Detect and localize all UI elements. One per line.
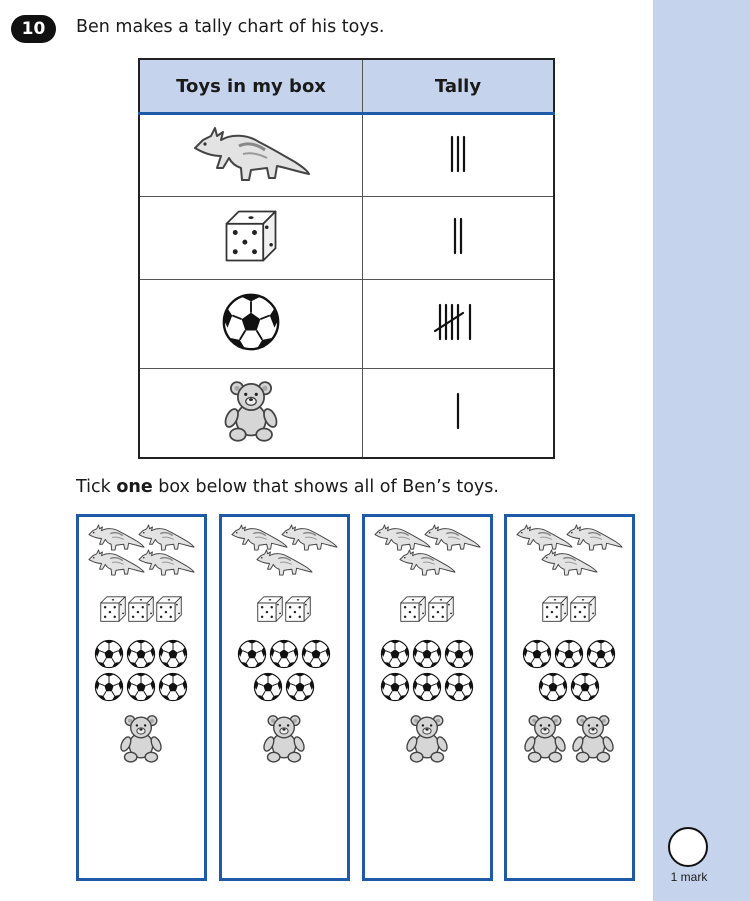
football-icon	[571, 673, 598, 700]
dice-icon	[401, 597, 426, 622]
table-row	[139, 197, 554, 280]
dinosaur-icon	[139, 550, 194, 575]
dinosaur-icon	[542, 550, 597, 575]
mark-label: 1 mark	[670, 870, 708, 884]
football-icon	[95, 673, 122, 700]
football-icon	[127, 673, 154, 700]
table-row	[139, 114, 554, 197]
teddy-bear-icon	[405, 716, 449, 762]
dice-icon	[258, 597, 283, 622]
dinosaur-icon	[139, 114, 363, 197]
football-icon	[302, 640, 329, 667]
instruction-text: Tick one box below that shows all of Ben’s toys.	[76, 477, 499, 497]
football-icon	[445, 673, 472, 700]
question-text: Ben makes a tally chart of his toys.	[76, 17, 385, 37]
football-icon	[587, 640, 614, 667]
dice-icon	[129, 597, 154, 622]
dinosaur-icon	[232, 525, 287, 550]
question-number-badge: 10	[11, 15, 56, 43]
football-icon	[139, 280, 363, 369]
table-row	[139, 369, 554, 459]
dinosaur-icon	[375, 525, 430, 550]
column-header-tally: Tally	[363, 59, 555, 114]
football-icon	[523, 640, 550, 667]
dinosaur-icon	[400, 550, 455, 575]
dice-icon	[286, 597, 311, 622]
football-icon	[413, 673, 440, 700]
mark-circle[interactable]	[668, 827, 708, 867]
dinosaur-icon	[282, 525, 337, 550]
tally-cell	[363, 197, 555, 280]
teddy-bear-icon	[523, 716, 567, 762]
dice-icon	[139, 197, 363, 280]
dice-icon	[571, 597, 596, 622]
dinosaur-icon	[257, 550, 312, 575]
football-icon	[286, 673, 313, 700]
teddy-bear-icon	[262, 716, 306, 762]
instruction-emphasis: one	[116, 477, 153, 497]
dice-icon	[157, 597, 182, 622]
tally-cell	[363, 280, 555, 369]
football-icon	[539, 673, 566, 700]
answer-option-1[interactable]	[76, 514, 207, 881]
answer-option-4[interactable]	[504, 514, 635, 881]
answer-option-3[interactable]	[362, 514, 493, 881]
football-icon	[270, 640, 297, 667]
football-icon	[159, 640, 186, 667]
dinosaur-icon	[425, 525, 480, 550]
teddy-bear-icon	[119, 716, 163, 762]
tally-cell	[363, 369, 555, 459]
dinosaur-icon	[89, 525, 144, 550]
table-row	[139, 280, 554, 369]
dice-icon	[429, 597, 454, 622]
football-icon	[555, 640, 582, 667]
football-icon	[95, 640, 122, 667]
margin-strip	[653, 0, 750, 901]
teddy-bear-icon	[139, 369, 363, 459]
dinosaur-icon	[89, 550, 144, 575]
dinosaur-icon	[139, 525, 194, 550]
dice-icon	[101, 597, 126, 622]
football-icon	[159, 673, 186, 700]
football-icon	[238, 640, 265, 667]
dinosaur-icon	[567, 525, 622, 550]
column-header-toys: Toys in my box	[139, 59, 363, 114]
tally-chart	[138, 58, 555, 459]
football-icon	[127, 640, 154, 667]
football-icon	[381, 640, 408, 667]
dinosaur-icon	[517, 525, 572, 550]
football-icon	[445, 640, 472, 667]
football-icon	[413, 640, 440, 667]
answer-option-2[interactable]	[219, 514, 350, 881]
football-icon	[381, 673, 408, 700]
dice-icon	[543, 597, 568, 622]
football-icon	[254, 673, 281, 700]
teddy-bear-icon	[571, 716, 615, 762]
tally-cell	[363, 114, 555, 197]
